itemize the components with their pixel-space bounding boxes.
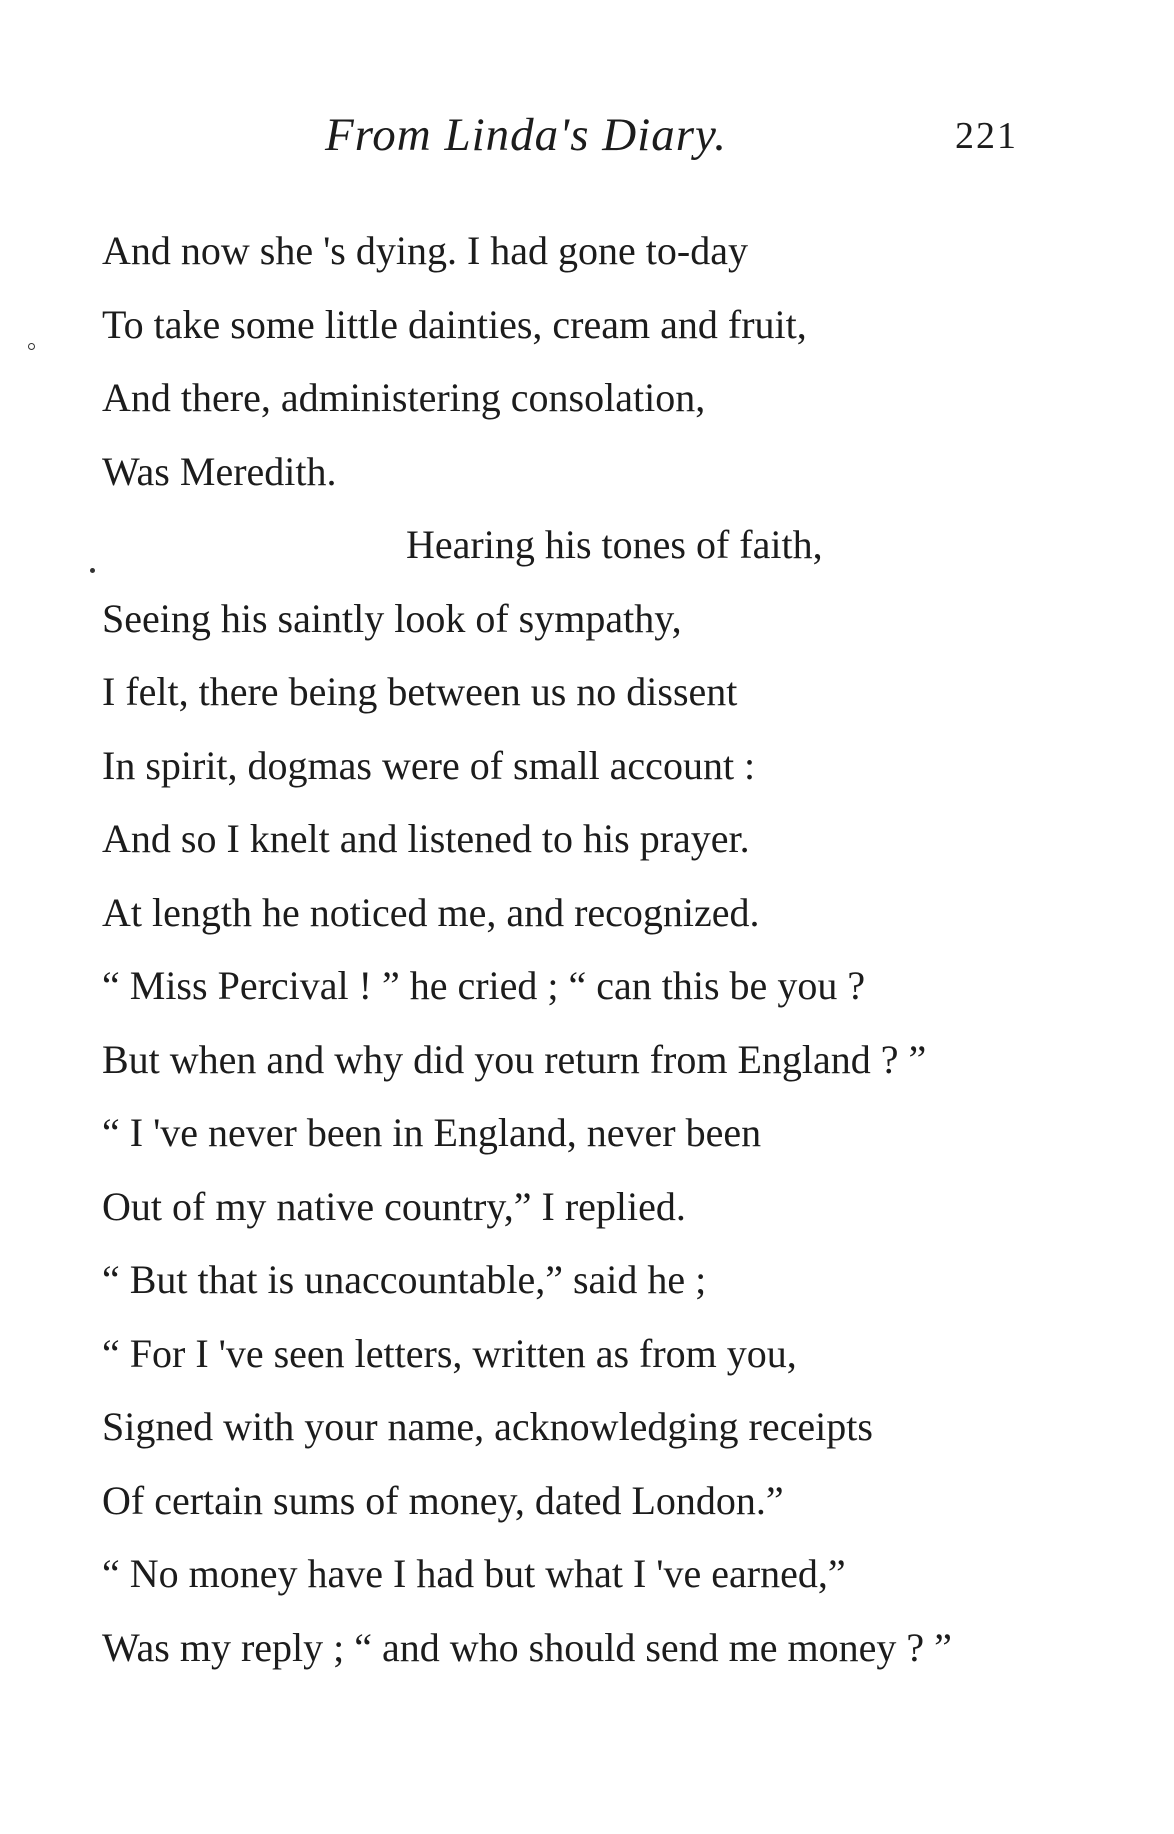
ink-speck — [28, 343, 35, 350]
page-number: 221 — [955, 115, 1018, 157]
verse-line: At length he noticed me, and recognized. — [102, 889, 760, 935]
verse-line: “ Miss Percival ! ” he cried ; “ can this be you ? — [102, 963, 866, 1008]
ink-speck — [90, 568, 95, 573]
verse-line: And there, administering consolation, — [102, 375, 706, 420]
verse-line: “ I 've never been in England, never been — [102, 1110, 762, 1155]
verse-line: “ No money have I had but what I 've earned,” — [102, 1551, 846, 1596]
verse-line: In spirit, dogmas were of small account : — [102, 742, 756, 788]
verse-line: Signed with your name, acknowledging receipts — [102, 1404, 873, 1449]
verse-line: But when and why did you return from England ? ” — [102, 1036, 927, 1082]
verse-line: Out of my native country,” I replied. — [102, 1183, 686, 1229]
verse-line: I felt, there being between us no dissent — [102, 669, 738, 714]
running-title: From Linda's Diary. — [325, 109, 728, 161]
verse-line-indented: Hearing his tones of faith, — [406, 522, 823, 567]
verse-block — [102, 214, 1102, 1684]
verse-line: Of certain sums of money, dated London.” — [102, 1477, 784, 1523]
verse-line: And now she 's dying. I had gone to-day — [102, 228, 748, 273]
verse-line: “ For I 've seen letters, written as from you, — [102, 1330, 797, 1376]
verse-line: To take some little dainties, cream and fruit, — [102, 301, 807, 347]
verse-line: Seeing his saintly look of sympathy, — [102, 595, 682, 641]
verse-line: Was Meredith. — [102, 448, 337, 494]
verse-line: Was my reply ; “ and who should send me money ? ” — [102, 1624, 952, 1670]
verse-line: “ But that is unaccountable,” said he ; — [102, 1257, 707, 1302]
verse-line: And so I knelt and listened to his prayer. — [102, 816, 750, 861]
